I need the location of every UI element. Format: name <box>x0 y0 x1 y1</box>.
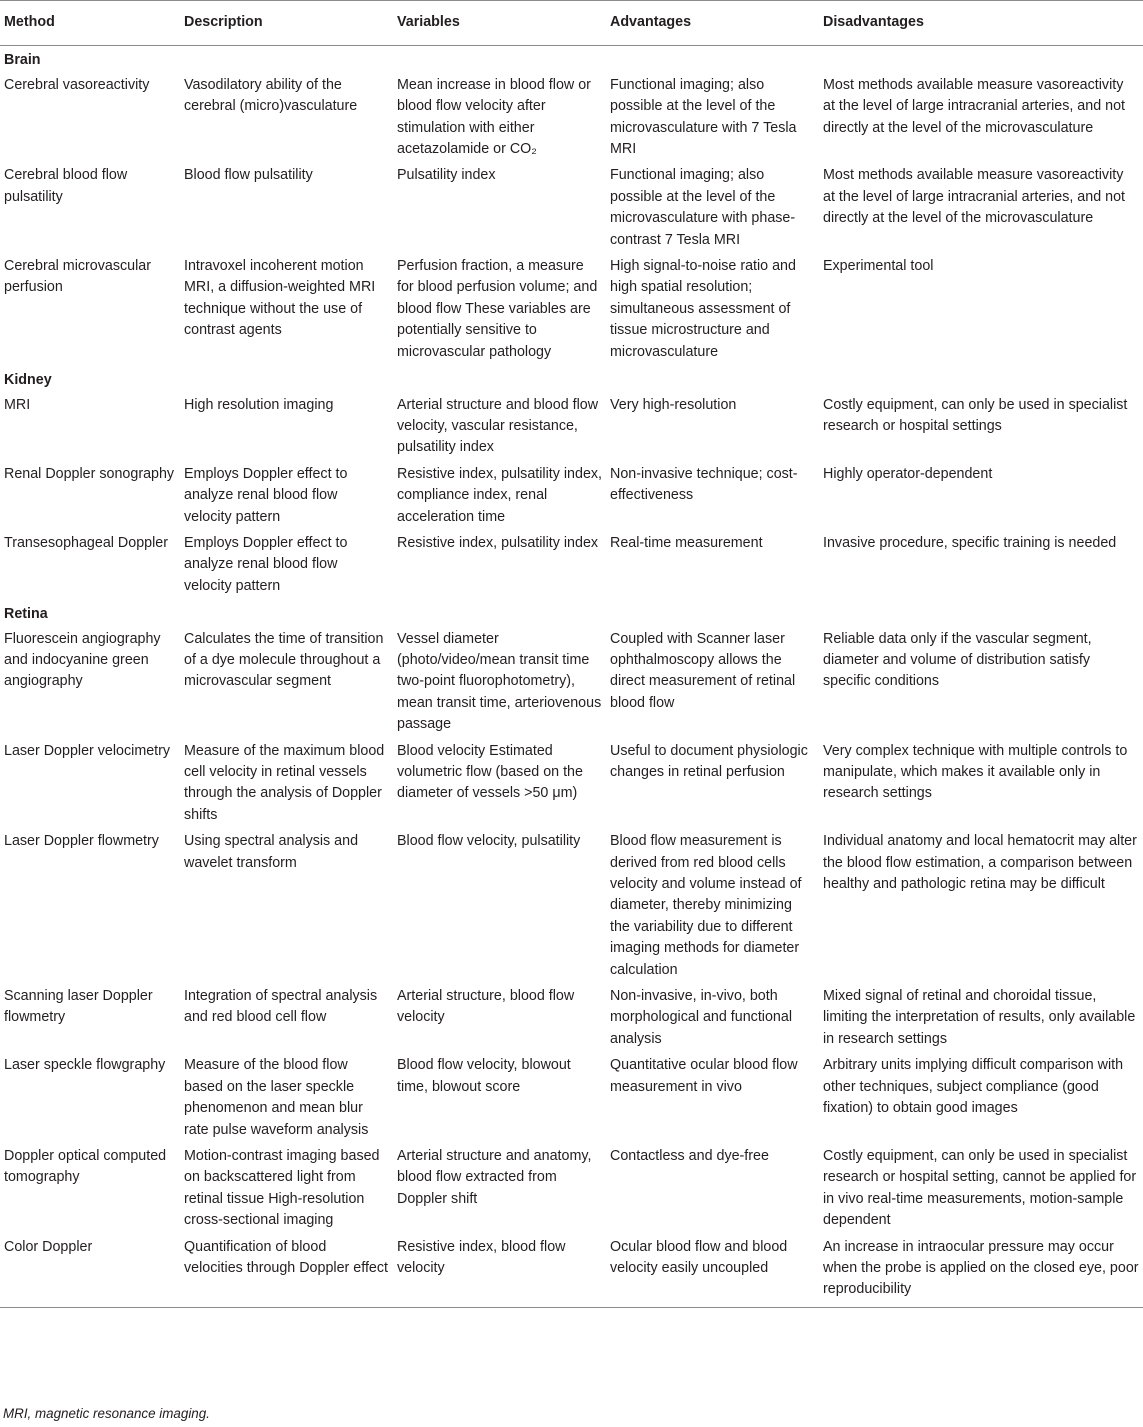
table-caption: MRI, magnetic resonance imaging. <box>3 1406 210 1421</box>
cell-advantages: Real-time measurement <box>610 534 763 551</box>
section-row <box>0 600 1143 626</box>
cell-disadvantages: Experimental tool <box>823 258 934 275</box>
cell-advantages: Contactless and dye-free <box>610 1147 769 1164</box>
cell-method: Renal Doppler sonography <box>4 465 175 482</box>
table-row <box>0 984 1143 1053</box>
cell-method: Color Doppler <box>0 1235 180 1308</box>
table-row <box>0 829 1143 984</box>
cell-disadvantages: Costly equipment, can only be used in specialist research or hospital settings <box>823 396 1128 434</box>
cell-disadvantages: Highly operator-dependent <box>823 465 993 482</box>
section-row <box>0 366 1143 392</box>
cell-advantages: Useful to document physiologic changes in retinal perfusion <box>610 742 808 780</box>
cell-description: Blood flow pulsatility <box>184 167 313 184</box>
cell-method: Laser Doppler flowmetry <box>4 833 159 850</box>
cell-method: MRI <box>4 396 31 413</box>
cell-description: Vasodilatory ability of the cerebral (micro)vasculature <box>184 76 358 115</box>
cell-variables: Mean increase in blood flow or blood flow velocity after stimulation with either acetazolamide or CO₂ <box>397 76 591 158</box>
header-advantages: Advantages <box>606 1 819 46</box>
cell-description: Employs Doppler effect to analyze renal blood flow velocity pattern <box>184 465 348 525</box>
cell-advantages: High signal-to-noise ratio and high spatial resolution; simultaneous assessment of tissue microstructure and microvasculature <box>610 258 796 360</box>
cell-disadvantages: Invasive procedure, specific training is needed <box>823 534 1117 551</box>
cell-advantages: Ocular blood flow and blood velocity easily uncoupled <box>606 1235 819 1308</box>
table-row <box>0 739 1143 830</box>
cell-variables: Vessel diameter (photo/video/mean transit time two-point fluorophotometry), mean transit time, arteriovenous passage <box>397 630 602 733</box>
cell-advantages: Coupled with Scanner laser ophthalmoscopy allows the direct measurement of retinal blood flow <box>610 630 796 711</box>
table-row <box>0 1053 1143 1144</box>
table-row <box>0 1235 1143 1308</box>
table-body <box>0 46 1143 1307</box>
table-row <box>0 254 1143 366</box>
header-method: Method <box>0 1 180 46</box>
cell-disadvantages: Individual anatomy and local hematocrit may alter the blood flow estimation, a comparison between healthy and pathologic retina may be difficult <box>823 833 1137 893</box>
cell-method: Doppler optical computed tomography <box>4 1147 167 1186</box>
cell-variables: Pulsatility index <box>397 167 496 184</box>
cell-variables: Arterial structure and blood flow velocity, vascular resistance, pulsatility index <box>397 396 599 456</box>
table-row <box>0 73 1143 164</box>
cell-method: Transesophageal Doppler <box>4 534 168 551</box>
cell-description: Measure of the blood flow based on the laser speckle phenomenon and mean blur rate pulse waveform analysis <box>184 1057 369 1138</box>
section-title: Kidney <box>4 372 52 389</box>
cell-variables: Arterial structure, blood flow velocity <box>397 988 575 1026</box>
cell-advantages: Functional imaging; also possible at the level of the microvasculature with 7 Tesla MRI <box>610 76 797 158</box>
cell-advantages: Non-invasive technique; cost-effectiveness <box>610 465 798 504</box>
cell-disadvantages: Most methods available measure vasoreactivity at the level of large intracranial arteries, and not directly at the level of the microvasculature <box>823 167 1125 227</box>
table-row <box>0 163 1143 254</box>
cell-method: Scanning laser Doppler flowmetry <box>4 988 153 1026</box>
cell-variables: Resistive index, pulsatility index, compliance index, renal acceleration time <box>397 465 603 525</box>
cell-variables: Perfusion fraction, a measure for blood perfusion volume; and blood flow These variables are potentially sensitive to microvascular pathology <box>397 258 598 360</box>
cell-disadvantages: Reliable data only if the vascular segment, diameter and volume of distribution satisfy specific conditions <box>823 630 1092 690</box>
table-row <box>0 393 1143 462</box>
cell-disadvantages: Costly equipment, can only be used in specialist research or hospital setting, cannot be applied for in vivo real-time measurements, motion-sample dependent <box>823 1147 1137 1229</box>
cell-description: Using spectral analysis and wavelet transform <box>184 833 359 871</box>
cell-description: Intravoxel incoherent motion MRI, a diffusion-weighted MRI technique without the use of contrast agents <box>184 258 376 339</box>
cell-advantages: Non-invasive, in-vivo, both morphological and functional analysis <box>610 988 793 1047</box>
cell-method: Laser speckle flowgraphy <box>4 1057 166 1074</box>
cell-description: Employs Doppler effect to analyze renal blood flow velocity pattern <box>184 534 348 594</box>
cell-disadvantages: Very complex technique with multiple controls to manipulate, which makes it available only in research settings <box>823 742 1128 802</box>
cell-method: Cerebral blood flow pulsatility <box>4 167 128 205</box>
section-title: Brain <box>4 52 41 69</box>
cell-method: Laser Doppler velocimetry <box>4 742 171 759</box>
cell-variables: Blood velocity Estimated volumetric flow (based on the diameter of vessels >50 μm) <box>397 742 583 802</box>
cell-variables: Resistive index, blood flow velocity <box>393 1235 606 1308</box>
table-row <box>0 627 1143 739</box>
table-header-row <box>0 1 1143 46</box>
header-description: Description <box>180 1 393 46</box>
cell-disadvantages: Most methods available measure vasoreactivity at the level of large intracranial arteries, and not directly at the level of the microvasculature <box>823 76 1125 136</box>
cell-variables: Blood flow velocity, pulsatility <box>397 833 581 850</box>
table-row <box>0 1144 1143 1235</box>
cell-description: Calculates the time of transition of a dye molecule throughout a microvascular segment <box>184 630 384 690</box>
cell-description: Motion-contrast imaging based on backscattered light from retinal tissue High-resolution cross-sectional imaging <box>184 1147 380 1229</box>
table-row <box>0 462 1143 531</box>
cell-variables: Resistive index, pulsatility index <box>397 534 599 551</box>
cell-description: Integration of spectral analysis and red blood cell flow <box>184 988 378 1026</box>
cell-description: Quantification of blood velocities through Doppler effect <box>180 1235 393 1308</box>
header-variables: Variables <box>393 1 606 46</box>
cell-method: Cerebral microvascular perfusion <box>4 258 151 296</box>
cell-disadvantages: An increase in intraocular pressure may occur when the probe is applied on the closed eye, poor reproducibility <box>819 1235 1143 1308</box>
cell-disadvantages: Mixed signal of retinal and choroidal tissue, limiting the interpretation of results, only available in research settings <box>823 988 1136 1047</box>
cell-method: Fluorescein angiography and indocyanine green angiography <box>4 630 161 690</box>
cell-variables: Arterial structure and anatomy, blood flow extracted from Doppler shift <box>397 1147 592 1207</box>
section-row <box>0 46 1143 73</box>
header-disadvantages: Disadvantages <box>819 1 1143 46</box>
cell-advantages: Very high-resolution <box>610 396 737 413</box>
cell-variables: Blood flow velocity, blowout time, blowout score <box>397 1057 571 1095</box>
cell-description: Measure of the maximum blood cell velocity in retinal vessels through the analysis of Doppler shifts <box>184 742 385 823</box>
cell-disadvantages: Arbitrary units implying difficult comparison with other techniques, subject compliance (good fixation) to obtain good images <box>823 1057 1124 1117</box>
cell-advantages: Quantitative ocular blood flow measurement in vivo <box>610 1057 798 1095</box>
cell-advantages: Functional imaging; also possible at the level of the microvasculature with phase-contrast 7 Tesla MRI <box>610 167 796 248</box>
table-row <box>0 531 1143 600</box>
section-title: Retina <box>4 606 48 623</box>
cell-advantages: Blood flow measurement is derived from red blood cells velocity and volume instead of diameter, thereby minimizing the variability due to different imaging methods for diameter calculation <box>610 833 802 978</box>
cell-description: High resolution imaging <box>184 396 334 413</box>
cell-method: Cerebral vasoreactivity <box>4 76 150 93</box>
